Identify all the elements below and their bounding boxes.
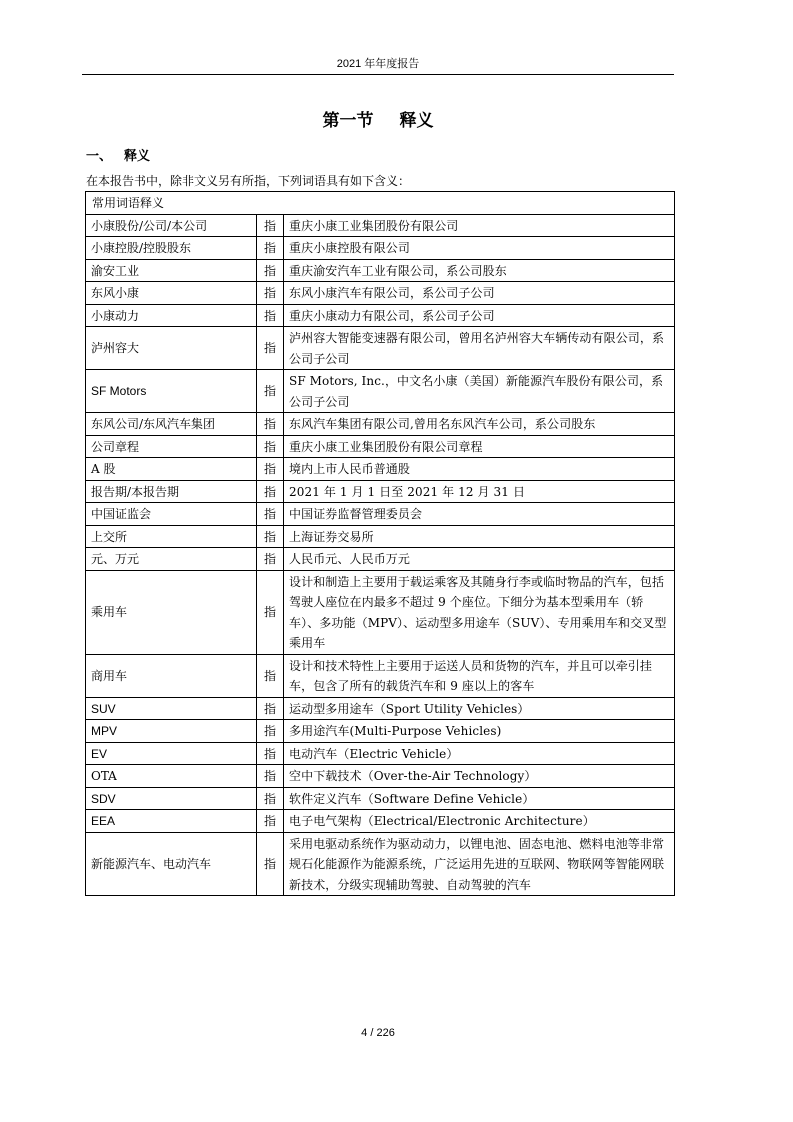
table-row: [86, 525, 675, 548]
definitions-table: [85, 191, 675, 896]
table-row: [86, 810, 675, 833]
term-cell: SDV: [86, 787, 257, 810]
ref-cell: 指: [257, 259, 284, 282]
term-cell: 小康股份/公司/本公司: [86, 214, 257, 237]
term-cell: 报告期/本报告期: [86, 480, 257, 503]
ref-cell: 指: [257, 304, 284, 327]
ref-cell: 指: [257, 282, 284, 305]
ref-cell: 指: [257, 413, 284, 436]
term-cell: SF Motors: [86, 370, 257, 413]
table-header-row: [86, 192, 675, 215]
ref-cell: 指: [257, 435, 284, 458]
term-cell: 小康控股/控股股东: [86, 237, 257, 260]
meaning-cell: 运动型多用途车（Sport Utility Vehicles）: [284, 697, 675, 720]
ref-cell: 指: [257, 810, 284, 833]
term-cell: SUV: [86, 697, 257, 720]
meaning-cell: 人民币元、人民币万元: [284, 548, 675, 571]
meaning-cell: 境内上市人民币普通股: [284, 458, 675, 481]
table-header-cell: 常用词语释义: [86, 192, 675, 215]
subheading-number: 一、: [86, 149, 113, 164]
meaning-cell: 空中下载技术（Over-the-Air Technology）: [284, 765, 675, 788]
section-title-text: 释义: [399, 111, 434, 131]
meaning-cell: 重庆小康工业集团股份有限公司: [284, 214, 675, 237]
table-row: [86, 503, 675, 526]
meaning-cell: 软件定义汽车（Software Define Vehicle）: [284, 787, 675, 810]
ref-cell: 指: [257, 548, 284, 571]
table-row: [86, 765, 675, 788]
ref-cell: 指: [257, 237, 284, 260]
table-row: [86, 697, 675, 720]
meaning-cell: 东风小康汽车有限公司，系公司子公司: [284, 282, 675, 305]
meaning-cell: 设计和技术特性上主要用于运送人员和货物的汽车，并且可以牵引挂车，包含了所有的载货汽车和 9 座以上的客车: [284, 654, 675, 697]
table-row: [86, 370, 675, 413]
ref-cell: 指: [257, 370, 284, 413]
table-row: [86, 742, 675, 765]
ref-cell: 指: [257, 214, 284, 237]
term-cell: 新能源汽车、电动汽车: [86, 832, 257, 896]
table-row: [86, 435, 675, 458]
section-title-number: 第一节: [322, 111, 374, 131]
meaning-cell: 重庆小康控股有限公司: [284, 237, 675, 260]
term-cell: 中国证监会: [86, 503, 257, 526]
ref-cell: 指: [257, 570, 284, 654]
term-cell: 渝安工业: [86, 259, 257, 282]
term-cell: 小康动力: [86, 304, 257, 327]
term-cell: MPV: [86, 720, 257, 743]
meaning-cell: 电动汽车（Electric Vehicle）: [284, 742, 675, 765]
table-row: [86, 327, 675, 370]
meaning-cell: 中国证券监督管理委员会: [284, 503, 675, 526]
ref-cell: 指: [257, 742, 284, 765]
meaning-cell: 上海证券交易所: [284, 525, 675, 548]
term-cell: OTA: [86, 765, 257, 788]
term-cell: 东风公司/东风汽车集团: [86, 413, 257, 436]
meaning-cell: 设计和制造上主要用于载运乘客及其随身行李或临时物品的汽车，包括驾驶人座位在内最多不超过 9 个座位。下细分为基本型乘用车（轿车）、多功能（MPV）、运动型多用途车（SUV）、专用乘用车和交叉型乘用车: [284, 570, 675, 654]
meaning-cell: 多用途汽车(Multi-Purpose Vehicles): [284, 720, 675, 743]
table-row: [86, 832, 675, 896]
page-number: 4 / 226: [361, 1027, 395, 1039]
table-row: [86, 282, 675, 305]
subheading-text: 释义: [124, 149, 151, 164]
subheading: [86, 148, 150, 166]
term-cell: EEA: [86, 810, 257, 833]
table-row: [86, 259, 675, 282]
ref-cell: 指: [257, 503, 284, 526]
ref-cell: 指: [257, 832, 284, 896]
term-cell: 元、万元: [86, 548, 257, 571]
table-row: [86, 548, 675, 571]
table-row: [86, 787, 675, 810]
meaning-cell: 东风汽车集团有限公司,曾用名东风汽车公司，系公司股东: [284, 413, 675, 436]
term-cell: EV: [86, 742, 257, 765]
table-row: [86, 458, 675, 481]
intro-paragraph: 在本报告书中，除非文义另有所指，下列词语具有如下含义：: [86, 174, 411, 188]
term-cell: 公司章程: [86, 435, 257, 458]
meaning-cell: 重庆渝安汽车工业有限公司，系公司股东: [284, 259, 675, 282]
term-cell: 泸州容大: [86, 327, 257, 370]
ref-cell: 指: [257, 458, 284, 481]
ref-cell: 指: [257, 654, 284, 697]
report-header-title: 2021 年年度报告: [336, 58, 420, 70]
meaning-cell: 重庆小康动力有限公司，系公司子公司: [284, 304, 675, 327]
term-cell: 东风小康: [86, 282, 257, 305]
ref-cell: 指: [257, 327, 284, 370]
meaning-cell: 电子电气架构（Electrical/Electronic Architecture）: [284, 810, 675, 833]
ref-cell: 指: [257, 480, 284, 503]
table-row: [86, 570, 675, 654]
term-cell: 乘用车: [86, 570, 257, 654]
meaning-cell: 重庆小康工业集团股份有限公司章程: [284, 435, 675, 458]
term-cell: A 股: [86, 458, 257, 481]
table-row: [86, 654, 675, 697]
term-cell: 上交所: [86, 525, 257, 548]
meaning-cell: 泸州容大智能变速器有限公司，曾用名泸州容大车辆传动有限公司，系公司子公司: [284, 327, 675, 370]
ref-cell: 指: [257, 525, 284, 548]
ref-cell: 指: [257, 765, 284, 788]
section-title: [82, 110, 674, 132]
ref-cell: 指: [257, 720, 284, 743]
table-row: [86, 304, 675, 327]
term-cell: 商用车: [86, 654, 257, 697]
table-row: [86, 413, 675, 436]
table-row: [86, 214, 675, 237]
header-divider: [82, 74, 674, 75]
ref-cell: 指: [257, 787, 284, 810]
table-row: [86, 480, 675, 503]
meaning-cell: 2021 年 1 月 1 日至 2021 年 12 月 31 日: [284, 480, 675, 503]
table-row: [86, 720, 675, 743]
ref-cell: 指: [257, 697, 284, 720]
meaning-cell: SF Motors, Inc.，中文名小康（美国）新能源汽车股份有限公司，系公司子公司: [284, 370, 675, 413]
meaning-cell: 采用电驱动系统作为驱动动力，以锂电池、固态电池、燃料电池等非常规石化能源作为能源系统，广泛运用先进的互联网、物联网等智能网联新技术，分级实现辅助驾驶、自动驾驶的汽车: [284, 832, 675, 896]
table-row: [86, 237, 675, 260]
